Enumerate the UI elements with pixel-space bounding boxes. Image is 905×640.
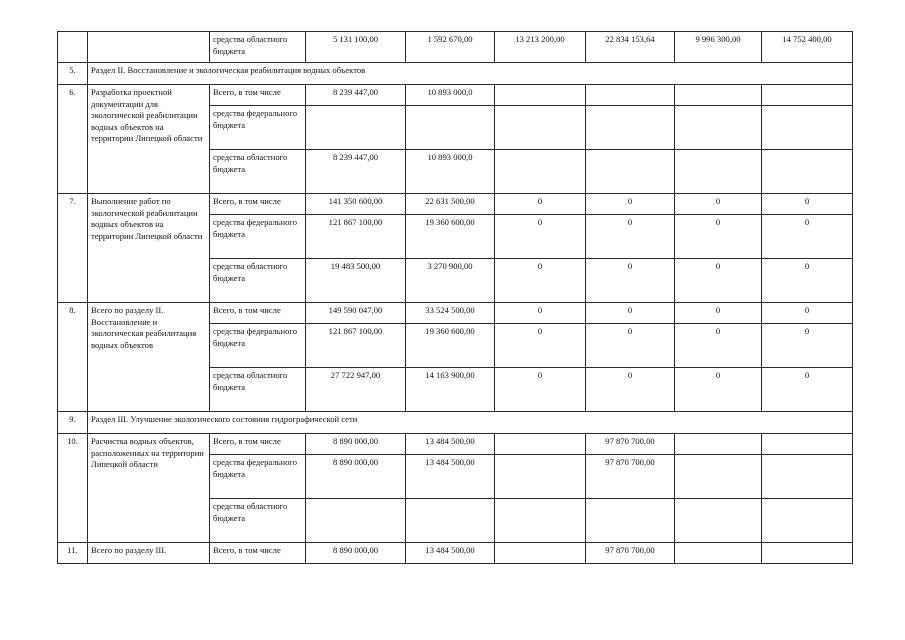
amount-cell xyxy=(762,85,853,106)
budget-table xyxy=(57,31,853,564)
section-row xyxy=(58,63,853,85)
amount-cell: 0 xyxy=(586,215,675,259)
funding-source-cell: средства федерального бюджета xyxy=(210,324,306,368)
row-number-cell: 9. xyxy=(58,412,88,434)
amount-cell xyxy=(675,85,762,106)
amount-cell: 8 239 447,00 xyxy=(306,150,406,194)
funding-source-cell: средства федерального бюджета xyxy=(210,106,306,150)
amount-cell: 22 834 153,64 xyxy=(586,32,675,63)
amount-cell: 0 xyxy=(762,194,853,215)
amount-cell: 5 131 100,00 xyxy=(306,32,406,63)
item-name-cell: Всего по разделу III. xyxy=(88,543,210,564)
amount-cell: 0 xyxy=(762,324,853,368)
funding-source-cell: Всего, в том числе xyxy=(210,85,306,106)
amount-cell xyxy=(406,499,495,543)
amount-cell: 8 890 000,00 xyxy=(306,543,406,564)
amount-cell: 19 360 600,00 xyxy=(406,215,495,259)
amount-cell: 22 631 500,00 xyxy=(406,194,495,215)
amount-cell xyxy=(586,106,675,150)
funding-source-cell: средства федерального бюджета xyxy=(210,455,306,499)
amount-cell: 97 870 700,00 xyxy=(586,434,675,455)
table-row xyxy=(58,303,853,324)
amount-cell: 121 867 100,00 xyxy=(306,215,406,259)
amount-cell: 10 893 000,0 xyxy=(406,85,495,106)
amount-cell: 0 xyxy=(586,194,675,215)
amount-cell: 141 350 600,00 xyxy=(306,194,406,215)
amount-cell xyxy=(762,543,853,564)
table-row xyxy=(58,85,853,106)
section-row xyxy=(58,412,853,434)
row-number-cell: 10. xyxy=(58,434,88,543)
amount-cell xyxy=(495,106,586,150)
funding-source-cell: средства областного бюджета xyxy=(210,368,306,412)
amount-cell: 8 890 000,00 xyxy=(306,434,406,455)
item-name-cell: Разработка проектной документации для экологической реабилитации водных объектов на территории Липецкой области xyxy=(88,85,210,194)
amount-cell: 14 163 900,00 xyxy=(406,368,495,412)
table-row xyxy=(58,32,853,63)
table-row xyxy=(58,194,853,215)
amount-cell xyxy=(495,543,586,564)
amount-cell xyxy=(675,455,762,499)
amount-cell xyxy=(675,106,762,150)
amount-cell xyxy=(495,150,586,194)
amount-cell xyxy=(495,499,586,543)
amount-cell: 0 xyxy=(762,215,853,259)
amount-cell: 0 xyxy=(675,368,762,412)
amount-cell: 3 270 900,00 xyxy=(406,259,495,303)
amount-cell: 1 592 670,00 xyxy=(406,32,495,63)
amount-cell: 0 xyxy=(762,303,853,324)
amount-cell: 0 xyxy=(495,215,586,259)
section-title-cell: Раздел III. Улучшение экологического состояния гидрографической сети xyxy=(88,412,853,434)
row-number-cell: 6. xyxy=(58,85,88,194)
amount-cell: 33 524 500,00 xyxy=(406,303,495,324)
amount-cell: 27 722 947,00 xyxy=(306,368,406,412)
funding-source-cell: средства федерального бюджета xyxy=(210,215,306,259)
amount-cell: 19 483 500,00 xyxy=(306,259,406,303)
funding-source-cell: средства областного бюджета xyxy=(210,150,306,194)
table-row xyxy=(58,434,853,455)
amount-cell: 13 484 500,00 xyxy=(406,455,495,499)
section-title-cell: Раздел II. Восстановление и экологическая реабилитация водных объектов xyxy=(88,63,853,85)
amount-cell: 13 484 500,00 xyxy=(406,543,495,564)
funding-source-cell: Всего, в том числе xyxy=(210,543,306,564)
row-number-cell: 8. xyxy=(58,303,88,412)
amount-cell: 0 xyxy=(762,368,853,412)
amount-cell: 0 xyxy=(586,368,675,412)
amount-cell: 97 870 700,00 xyxy=(586,543,675,564)
amount-cell: 10 893 000,0 xyxy=(406,150,495,194)
amount-cell: 0 xyxy=(495,259,586,303)
amount-cell: 0 xyxy=(495,324,586,368)
item-name-cell: Выполнение работ по экологической реабилитации водных объектов на территории Липецкой области xyxy=(88,194,210,303)
amount-cell: 0 xyxy=(762,259,853,303)
amount-cell xyxy=(495,455,586,499)
funding-source-cell: Всего, в том числе xyxy=(210,303,306,324)
amount-cell xyxy=(675,434,762,455)
amount-cell xyxy=(762,434,853,455)
amount-cell xyxy=(762,499,853,543)
amount-cell: 0 xyxy=(675,303,762,324)
amount-cell: 19 360 600,00 xyxy=(406,324,495,368)
funding-source-cell: средства областного бюджета xyxy=(210,32,306,63)
amount-cell xyxy=(586,150,675,194)
amount-cell xyxy=(495,434,586,455)
amount-cell: 14 752 400,00 xyxy=(762,32,853,63)
amount-cell: 121 867 100,00 xyxy=(306,324,406,368)
amount-cell: 8 239 447,00 xyxy=(306,85,406,106)
amount-cell xyxy=(675,543,762,564)
item-name-cell: Всего по разделу II. Восстановление и экологическая реабилитация водных объектов xyxy=(88,303,210,412)
amount-cell xyxy=(675,499,762,543)
amount-cell: 13 484 500,00 xyxy=(406,434,495,455)
amount-cell xyxy=(586,499,675,543)
row-number-cell: 7. xyxy=(58,194,88,303)
funding-source-cell: Всего, в том числе xyxy=(210,194,306,215)
amount-cell xyxy=(495,85,586,106)
amount-cell xyxy=(762,455,853,499)
amount-cell xyxy=(306,106,406,150)
amount-cell: 0 xyxy=(586,324,675,368)
item-name-cell: Расчистка водных объектов, расположенных на территории Липецкой области xyxy=(88,434,210,543)
amount-cell: 9 996 300,00 xyxy=(675,32,762,63)
amount-cell xyxy=(762,150,853,194)
amount-cell: 13 213 200,00 xyxy=(495,32,586,63)
amount-cell: 0 xyxy=(675,194,762,215)
amount-cell xyxy=(406,106,495,150)
funding-source-cell: средства областного бюджета xyxy=(210,259,306,303)
item-name-cell xyxy=(88,32,210,63)
amount-cell: 0 xyxy=(675,324,762,368)
row-number-cell xyxy=(58,32,88,63)
table-row xyxy=(58,543,853,564)
funding-source-cell: средства областного бюджета xyxy=(210,499,306,543)
amount-cell: 0 xyxy=(495,368,586,412)
amount-cell xyxy=(675,150,762,194)
funding-source-cell: Всего, в том числе xyxy=(210,434,306,455)
amount-cell xyxy=(586,85,675,106)
amount-cell: 97 870 700,00 xyxy=(586,455,675,499)
amount-cell: 0 xyxy=(586,259,675,303)
amount-cell: 0 xyxy=(495,303,586,324)
amount-cell: 8 890 000,00 xyxy=(306,455,406,499)
row-number-cell: 11. xyxy=(58,543,88,564)
amount-cell: 0 xyxy=(675,259,762,303)
amount-cell: 0 xyxy=(586,303,675,324)
amount-cell: 0 xyxy=(495,194,586,215)
amount-cell xyxy=(762,106,853,150)
row-number-cell: 5. xyxy=(58,63,88,85)
amount-cell xyxy=(306,499,406,543)
amount-cell: 149 590 047,00 xyxy=(306,303,406,324)
amount-cell: 0 xyxy=(675,215,762,259)
